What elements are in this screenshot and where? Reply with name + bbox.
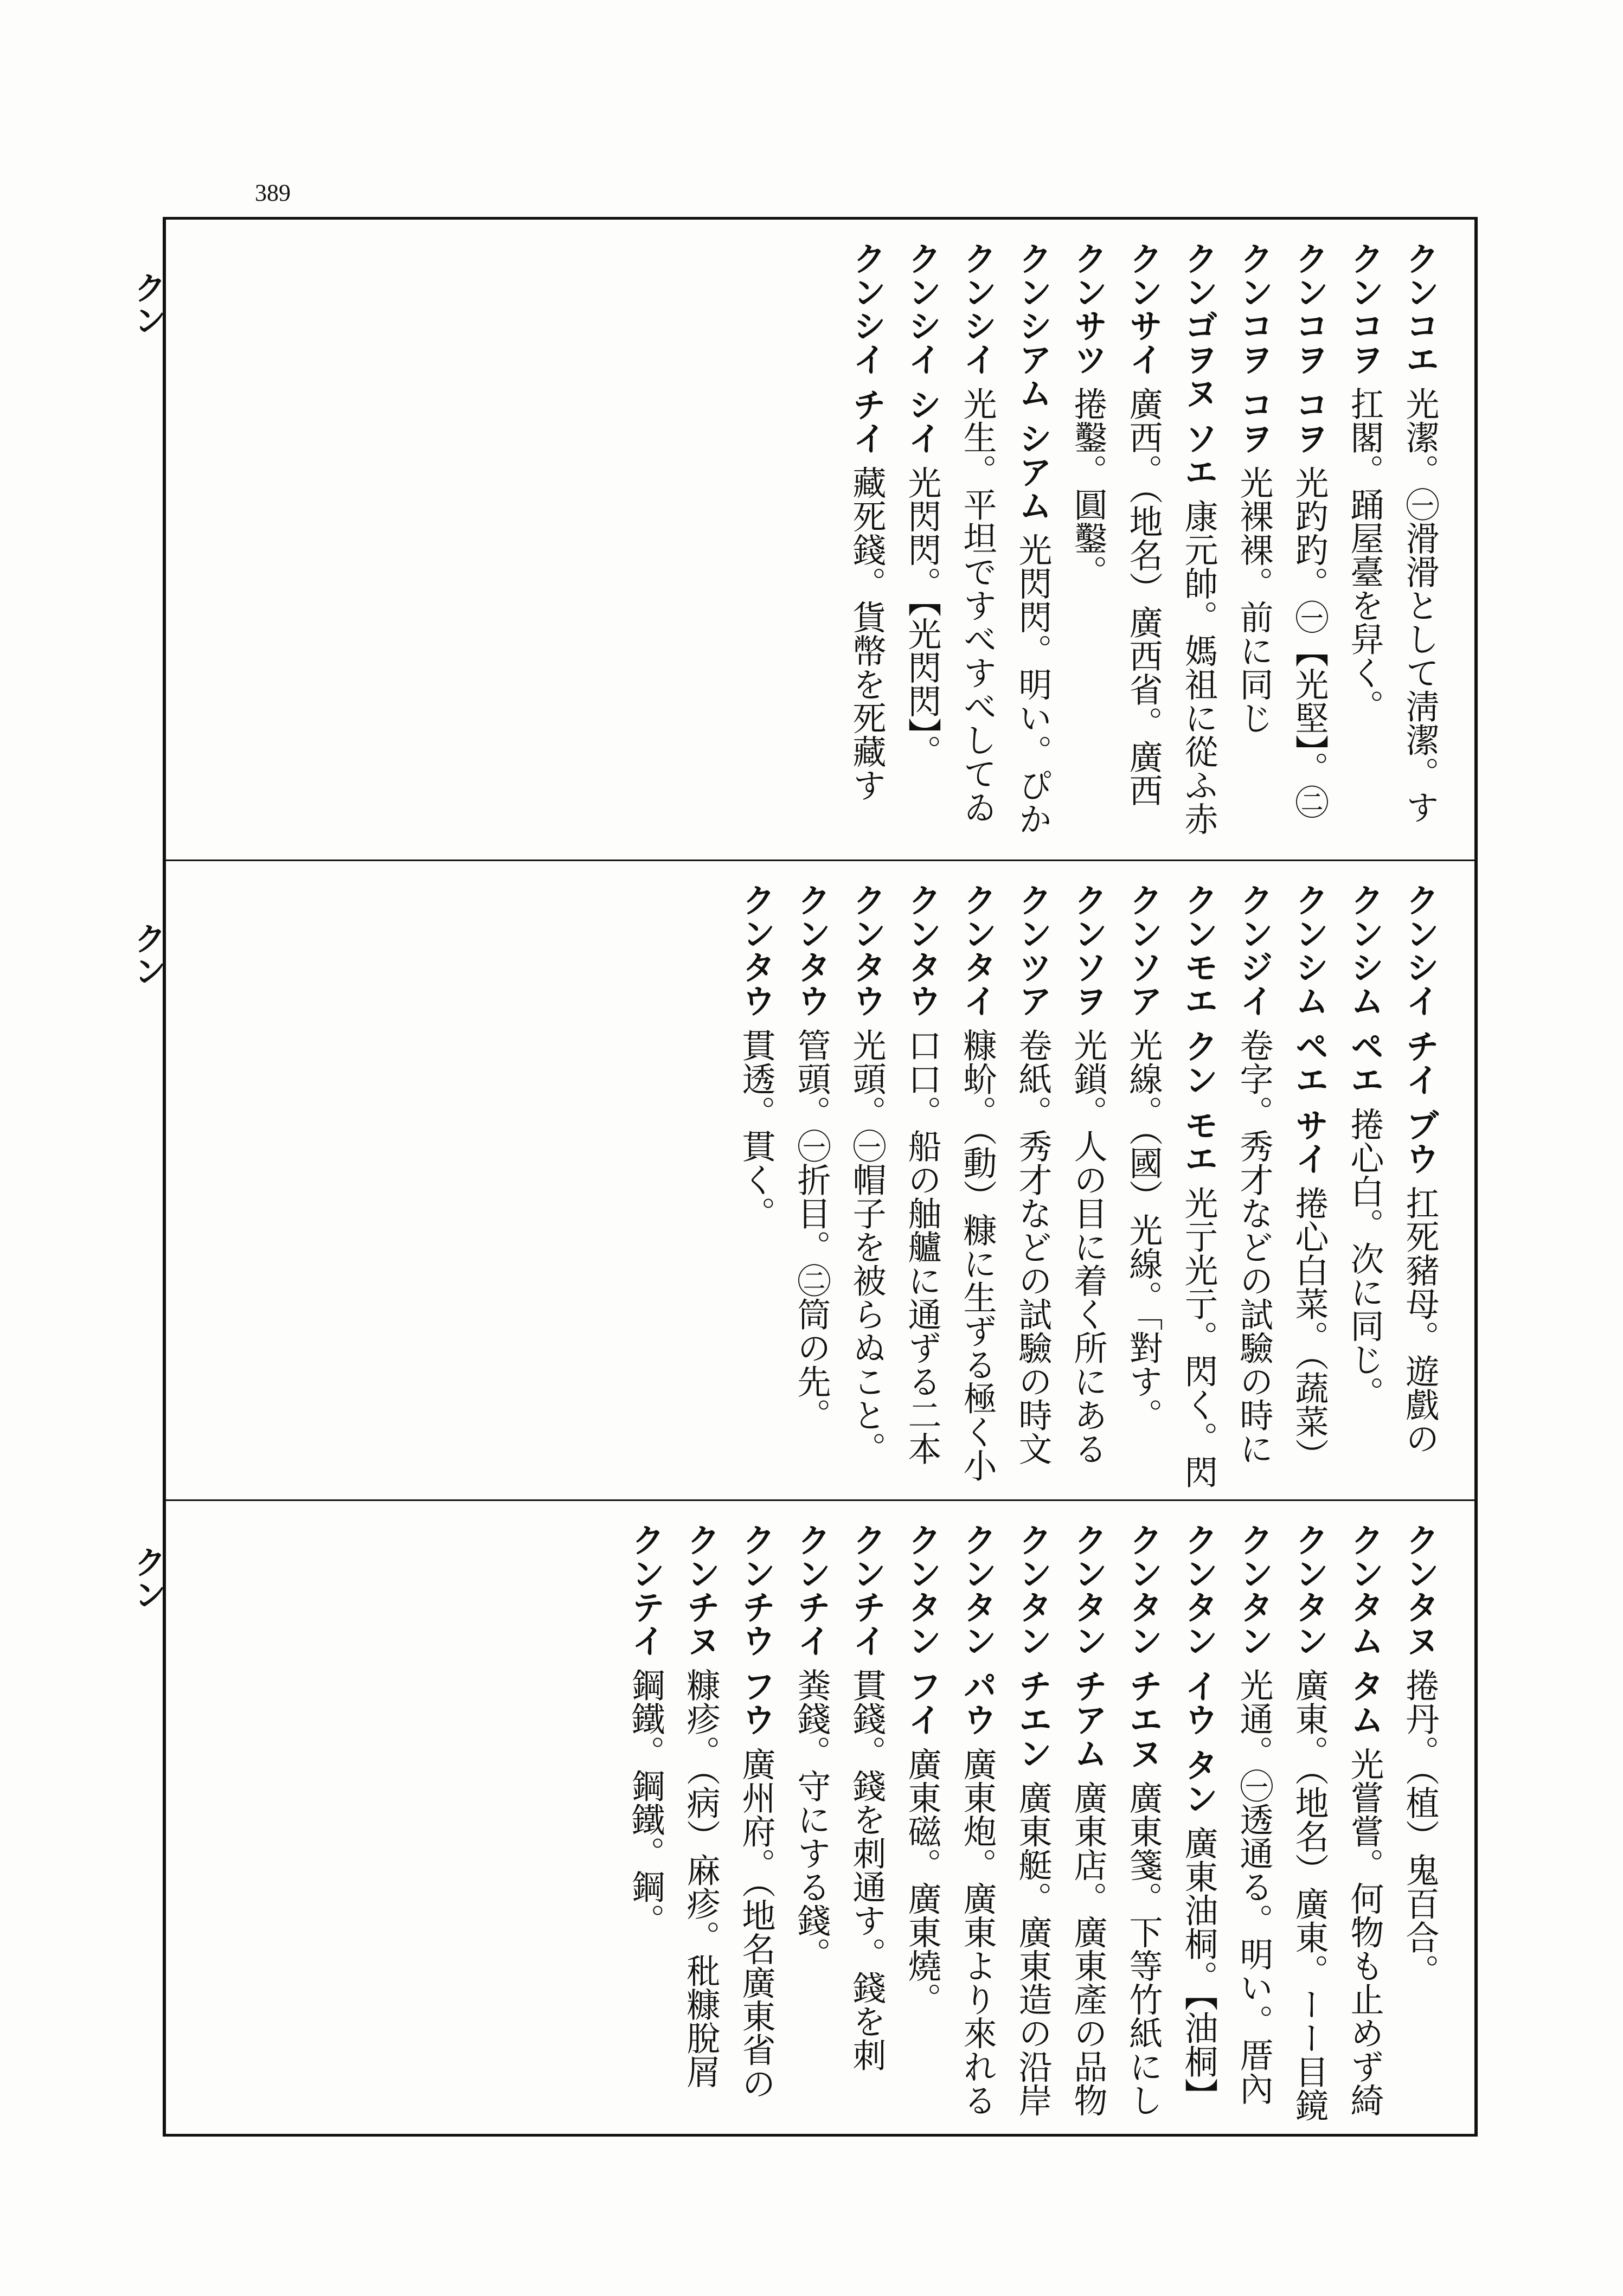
entry-definition: 捲丹。（植）鬼百合。 [1400, 1668, 1440, 1987]
margin-label-top: クン [129, 271, 166, 336]
dictionary-entry [1115, 241, 1171, 849]
entry-definition: 光頭。㊀帽子を被らぬこと。 [847, 1028, 887, 1465]
dictionary-entry [1226, 241, 1281, 849]
entry-headword: クンコヲ コヲ [1290, 241, 1329, 455]
entry-definition: 光趵趵。㊀【光堅】。㊁ [1290, 465, 1329, 819]
entry-definition: 光潔。㊀滑滑として淸潔。す [1400, 386, 1440, 824]
dictionary-entry [1115, 883, 1171, 1489]
entry-definition: 光閃閃。明い。ぴか [1013, 533, 1053, 836]
section-middle [166, 860, 1474, 1499]
dictionary-entry [894, 241, 950, 849]
entry-definition: 卷字。秀才などの試驗の時に [1234, 1028, 1274, 1465]
page-number: 389 [255, 179, 291, 206]
entry-definition: 藏死錢。貨幣を死藏す [847, 465, 887, 802]
entry-headword: クンシイ [958, 241, 997, 376]
entry-headword: クンシム ペエ [1345, 883, 1384, 1096]
margin-label-middle: クン [129, 922, 166, 987]
entry-headword: クンタウ [792, 883, 831, 1017]
dictionary-entry [728, 883, 784, 1489]
entry-definition: 光亍光亍。閃く。閃 [1179, 1185, 1218, 1489]
entry-headword: クンゴヲヌ ソエ [1179, 241, 1218, 489]
entry-definition: 光生。平坦ですべすべしてゐ [958, 386, 997, 824]
entry-headword: クンタイ [958, 883, 997, 1017]
entry-definition: 卷紙。秀才などの試驗の時文 [1013, 1028, 1053, 1465]
entry-headword: クンソア [1124, 883, 1163, 1017]
entry-columns [166, 1501, 1474, 2134]
entry-definition: 光嘗嘗。何物も止めず綺 [1345, 1747, 1384, 2117]
entry-definition: 粪錢。守にする錢。 [792, 1668, 831, 1971]
entry-definition: 廣東。（地名）廣東。ーー目鏡 [1290, 1668, 1329, 2122]
dictionary-entry [1171, 241, 1226, 849]
dictionary-entry [1115, 1523, 1171, 2123]
entry-headword: クンタウ [902, 883, 942, 1017]
entry-definition: 廣東磁。廣東燒。 [902, 1747, 942, 2016]
section-bottom [166, 1499, 1474, 2134]
entry-definition: 糠疹。（病）麻疹。秕糠脫屑 [681, 1668, 721, 2088]
dictionary-entry [618, 1523, 673, 2123]
entry-headword: クンタウ [736, 883, 776, 1017]
entry-definition: 廣東店。廣東產の品物 [1068, 1780, 1108, 2117]
dictionary-entry [894, 883, 950, 1489]
dictionary-frame [163, 217, 1478, 2137]
entry-headword: クンテイ [626, 1523, 665, 1657]
dictionary-entry [1005, 883, 1060, 1489]
entry-definition: 光閃閃。【光閃閃】。 [902, 465, 942, 768]
entry-headword: クンコヲ コヲ [1234, 241, 1274, 455]
dictionary-entry [1005, 1523, 1060, 2123]
dictionary-entry [1281, 883, 1337, 1489]
dictionary-entry [950, 1523, 1005, 2123]
dictionary-entry [1060, 241, 1115, 849]
dictionary-entry [1337, 1523, 1392, 2123]
entry-definition: 廣州府。（地名廣東省の [736, 1747, 776, 2100]
entry-definition: 貫錢。錢を刺通す。錢を刺 [847, 1668, 887, 2071]
entry-headword: クンシイ シイ [902, 241, 942, 455]
entry-headword: クンコヲ [1345, 241, 1384, 376]
entry-definition: 捲鑿。圓鑿。 [1068, 386, 1108, 588]
entry-headword: クンタン イウ タン [1179, 1523, 1218, 1816]
entry-definition: 扛閣。踊屋臺を舁く。 [1345, 386, 1384, 723]
entry-definition: 貫透。貫く。 [736, 1028, 776, 1230]
entry-definition: 光通。㊀透通る。明い。厝內 [1234, 1668, 1274, 2105]
entry-headword: クンシアム シアム [1013, 241, 1053, 522]
entry-headword: クンチイ [792, 1523, 831, 1657]
entry-headword: クンタン パウ [958, 1523, 997, 1736]
dictionary-entry [784, 883, 839, 1489]
entry-headword: クンタン チエン [1013, 1523, 1053, 1770]
margin-label-bottom: クン [129, 1545, 166, 1611]
dictionary-entry [784, 1523, 839, 2123]
entry-definition: 口口。船の舳艫に通ずる二本 [902, 1028, 942, 1465]
entry-headword: クンサイ [1124, 241, 1163, 376]
entry-definition: 光鎖。人の目に着く所にある [1068, 1028, 1108, 1465]
entry-headword: クンチイ [847, 1523, 887, 1657]
entry-headword: クンシイ チイ ブウ [1400, 883, 1440, 1176]
entry-definition: 糠蚧。（動）糠に生ずる極く小 [958, 1028, 997, 1482]
dictionary-entry [1337, 883, 1392, 1489]
dictionary-entry [1226, 883, 1281, 1489]
dictionary-entry [894, 1523, 950, 2123]
section-top [166, 220, 1474, 860]
entry-headword: クンチヌ [681, 1523, 721, 1657]
entry-definition: 鋼鐵。鋼鐵。鋼。 [626, 1668, 665, 1937]
dictionary-entry [728, 1523, 784, 2123]
dictionary-entry [839, 241, 894, 849]
dictionary-entry [950, 883, 1005, 1489]
dictionary-entry [1392, 883, 1447, 1489]
entry-headword: クンコエ [1400, 241, 1440, 376]
dictionary-entry [1060, 1523, 1115, 2123]
entry-headword: クンチウ フウ [736, 1523, 776, 1736]
entry-headword: クンツア [1013, 883, 1053, 1017]
entry-headword: クンタン [1234, 1523, 1274, 1657]
entry-headword: クンソヲ [1068, 883, 1108, 1017]
dictionary-entry [1392, 1523, 1447, 2123]
entry-definition: 廣東艇。廣東造の沿岸 [1013, 1780, 1053, 2117]
entry-definition: 廣東炮。廣東より來れる [958, 1747, 997, 2117]
entry-definition: 管頭。㊀折目。㊁筒の先。 [792, 1028, 831, 1432]
entry-definition: 廣東油桐。【油桐】 [1179, 1825, 1218, 2112]
entry-definition: 康元帥。媽祖に從ふ赤 [1179, 499, 1218, 836]
entry-headword: クンシム ペエ サイ [1290, 883, 1329, 1176]
entry-headword: クンタン フイ [902, 1523, 942, 1736]
dictionary-entry [1337, 241, 1392, 849]
entry-definition: 捲心白菜。（蔬菜） [1290, 1185, 1329, 1472]
entry-definition: 廣東箋。下等竹紙にし [1124, 1780, 1163, 2117]
dictionary-entry [1171, 883, 1226, 1489]
dictionary-entry [1226, 1523, 1281, 2123]
entry-definition: 捲心白。次に同じ。 [1345, 1107, 1384, 1410]
entry-columns [166, 861, 1474, 1499]
entry-headword: クンジイ [1234, 883, 1274, 1017]
entry-definition: 扛死豬母。遊戲の [1400, 1185, 1440, 1455]
dictionary-entry [673, 1523, 728, 2123]
dictionary-entry [1281, 1523, 1337, 2123]
dictionary-entry [839, 1523, 894, 2123]
entry-headword: クンタン チエヌ [1124, 1523, 1163, 1770]
entry-definition: 光線。（國）光線。「對す。 [1124, 1028, 1163, 1432]
dictionary-entry [839, 883, 894, 1489]
entry-columns [166, 220, 1474, 860]
dictionary-entry [950, 241, 1005, 849]
dictionary-entry [1171, 1523, 1226, 2123]
entry-headword: クンサツ [1068, 241, 1108, 376]
entry-definition: 光裸裸。前に同じ [1234, 465, 1274, 735]
entry-definition: 廣西。（地名）廣西省。廣西 [1124, 386, 1163, 807]
entry-headword: クンシイ チイ [847, 241, 887, 455]
dictionary-entry [1281, 241, 1337, 849]
entry-headword: クンタウ [847, 883, 887, 1017]
entry-headword: クンタム タム [1345, 1523, 1384, 1736]
dictionary-entry [1392, 241, 1447, 849]
dictionary-entry [1060, 883, 1115, 1489]
entry-headword: クンモエ クン モエ [1179, 883, 1218, 1176]
dictionary-entry [1005, 241, 1060, 849]
entry-headword: クンタン [1290, 1523, 1329, 1657]
entry-headword: クンタヌ [1400, 1523, 1440, 1657]
entry-headword: クンタン チアム [1068, 1523, 1108, 1770]
